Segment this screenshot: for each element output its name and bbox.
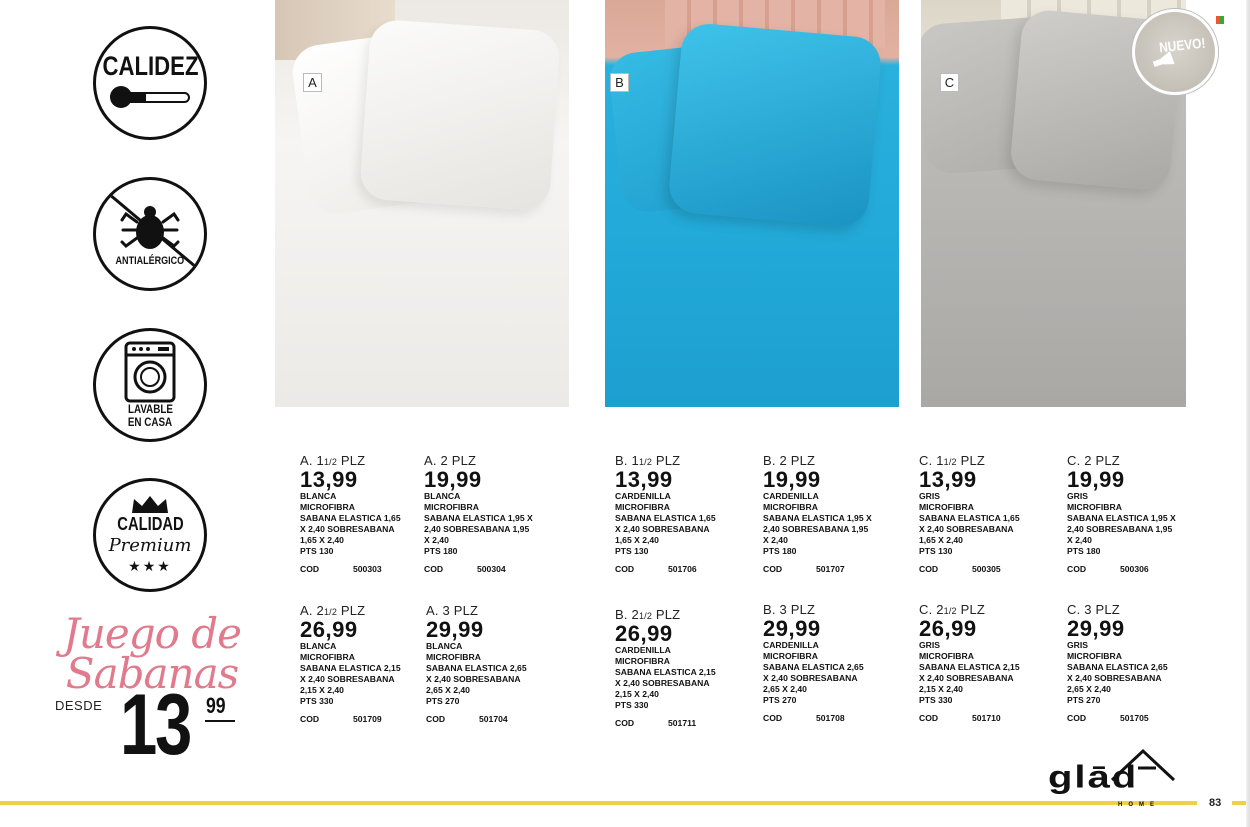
product-desc-line: PTS 180 [763, 545, 797, 556]
product-desc-line: CARDENILLA [615, 491, 671, 501]
photo-blue-sheets [605, 0, 899, 407]
product-price: 29,99 [426, 617, 484, 642]
from-price-cents: 99 [206, 693, 226, 718]
photo-label-b: B [610, 73, 629, 92]
product-desc-line: PTS 180 [1067, 545, 1101, 556]
product-desc-line: SABANA ELASTICA 1,95 X [1067, 512, 1176, 523]
product-desc-line: 2,65 X 2,40 [1067, 683, 1111, 694]
footer-divider-right [1232, 801, 1246, 805]
product-desc-line: SABANA ELASTICA 2,15 [300, 662, 401, 673]
product-desc-line: 2,40 SOBRESABANA 1,95 [763, 523, 869, 534]
product-desc-line: X 2,40 [1067, 534, 1092, 545]
nuevo-label: NUEVO! [1158, 34, 1206, 56]
product-card [919, 602, 1059, 725]
product-code-row [426, 714, 566, 726]
code-value: 500306 [1120, 564, 1149, 575]
crown-icon [130, 495, 170, 515]
lavable-label-1: LAVABLE [127, 402, 173, 417]
product-desc-line: X 2,40 SOBRESABANA [919, 523, 1014, 534]
product-desc-line: 2,15 X 2,40 [919, 683, 963, 694]
product-desc-line: X 2,40 SOBRESABANA [615, 677, 710, 688]
code-value: 501706 [668, 564, 697, 575]
product-desc-line: PTS 180 [424, 545, 458, 556]
color-dot-icon [1216, 16, 1224, 24]
product-desc-line: X 2,40 [424, 534, 449, 545]
code-label: COD [300, 564, 320, 575]
product-desc-line: 1,65 X 2,40 [919, 534, 963, 545]
product-desc-line: GRIS [1067, 640, 1089, 650]
product-name: C. 11/2 PLZ [919, 453, 986, 468]
product-code-row [300, 564, 440, 576]
product-desc-line: MICROFIBRA [919, 501, 974, 512]
product-code-row [1067, 564, 1207, 576]
code-label: COD [300, 714, 320, 725]
product-desc-line: 2,65 X 2,40 [426, 684, 470, 695]
product-desc-line: PTS 270 [763, 694, 797, 705]
product-price: 26,99 [615, 621, 673, 646]
product-desc-line: X 2,40 SOBRESABANA [1067, 672, 1162, 683]
product-desc-line: SABANA ELASTICA 1,95 X [424, 512, 533, 523]
washing-machine-icon [124, 341, 176, 403]
calidez-label: CALIDEZ [102, 50, 198, 81]
product-desc-line: X 2,40 [763, 534, 788, 545]
product-name: C. 3 PLZ [1067, 602, 1120, 617]
product-code-row [615, 564, 755, 576]
product-price: 13,99 [615, 467, 673, 492]
product-price: 26,99 [300, 617, 358, 642]
product-desc-line: BLANCA [300, 491, 337, 501]
product-desc-line: SABANA ELASTICA 2,65 [426, 662, 527, 673]
product-desc-line: PTS 270 [1067, 694, 1101, 705]
title-line-1: Juego de [62, 609, 241, 658]
product-price: 19,99 [424, 467, 482, 492]
product-desc-line: MICROFIBRA [1067, 650, 1122, 661]
product-price: 13,99 [919, 467, 977, 492]
product-desc-line: 2,65 X 2,40 [763, 683, 807, 694]
code-value: 501710 [972, 713, 1001, 724]
page-edge [1246, 0, 1250, 827]
product-desc-line: GRIS [919, 491, 941, 501]
product-desc-line: MICROFIBRA [1067, 501, 1122, 512]
product-desc-line: 2,40 SOBRESABANA 1,95 [1067, 523, 1173, 534]
code-value: 501711 [668, 718, 697, 729]
product-card [300, 603, 440, 726]
calidad-badge [93, 478, 207, 592]
product-desc-line: SABANA ELASTICA 1,65 [919, 512, 1020, 523]
product-desc-line: X 2,40 SOBRESABANA [300, 523, 395, 534]
code-value: 500304 [477, 564, 506, 575]
antialergico-label: ANTIALÉRGICO [115, 255, 185, 268]
product-desc-line: MICROFIBRA [424, 501, 479, 512]
code-value: 500303 [353, 564, 382, 575]
product-desc-line: BLANCA [426, 641, 463, 651]
product-card [1067, 453, 1207, 576]
product-name: A. 2 PLZ [424, 453, 477, 468]
product-desc-line: 1,65 X 2,40 [615, 534, 659, 545]
product-desc-line: PTS 330 [615, 699, 649, 710]
brand-home: HOME [1118, 802, 1160, 808]
product-desc-line: GRIS [919, 640, 941, 650]
code-label: COD [1067, 713, 1087, 724]
code-value: 501704 [479, 714, 508, 725]
product-desc-line: BLANCA [424, 491, 461, 501]
desde-label: DESDE [55, 698, 103, 713]
premium-label: Premium [108, 535, 192, 557]
product-name: C. 21/2 PLZ [919, 602, 986, 617]
title-line-2: Sabanas [65, 649, 239, 698]
product-name: B. 21/2 PLZ [615, 607, 681, 622]
code-value: 501708 [816, 713, 845, 724]
product-desc-line: X 2,40 SOBRESABANA [426, 673, 521, 684]
product-code-row [763, 713, 903, 725]
cents-underline [205, 720, 235, 722]
photo-label-c: C [940, 73, 959, 92]
code-label: COD [763, 713, 783, 724]
product-desc-line: MICROFIBRA [919, 650, 974, 661]
product-name: B. 11/2 PLZ [615, 453, 681, 468]
product-desc-line: PTS 130 [300, 545, 334, 556]
product-desc-line: 2,40 SOBRESABANA 1,95 [424, 523, 530, 534]
product-card [426, 603, 566, 726]
code-value: 500305 [972, 564, 1001, 575]
code-value: 501709 [353, 714, 382, 725]
product-code-row [615, 718, 755, 730]
from-price: 13 [120, 677, 190, 773]
product-code-row [424, 564, 564, 576]
thermometer-icon [110, 86, 190, 108]
product-name: C. 2 PLZ [1067, 453, 1120, 468]
product-desc-line: X 2,40 SOBRESABANA [615, 523, 710, 534]
product-desc-line: PTS 130 [919, 545, 953, 556]
product-price: 26,99 [919, 616, 977, 641]
product-desc-line: PTS 330 [919, 694, 953, 705]
product-code-row [919, 713, 1059, 725]
code-label: COD [763, 564, 783, 575]
code-label: COD [615, 718, 635, 729]
code-label: COD [919, 713, 939, 724]
product-desc-line: SABANA ELASTICA 2,65 [763, 661, 864, 672]
product-code-row [1067, 713, 1207, 725]
product-desc-line: SABANA ELASTICA 2,15 [615, 666, 716, 677]
product-desc-line: CARDENILLA [615, 645, 671, 655]
product-desc-line: MICROFIBRA [763, 650, 818, 661]
brand-name: glād [1048, 760, 1139, 795]
product-desc-line: MICROFIBRA [426, 651, 481, 662]
product-price: 29,99 [763, 616, 821, 641]
product-card [615, 607, 755, 730]
product-name: A. 21/2 PLZ [300, 603, 366, 618]
code-value: 501707 [816, 564, 845, 575]
product-desc-line: CARDENILLA [763, 491, 819, 501]
product-desc-line: X 2,40 SOBRESABANA [763, 672, 858, 683]
product-desc-line: X 2,40 SOBRESABANA [919, 672, 1014, 683]
product-name: B. 2 PLZ [763, 453, 816, 468]
lavable-label-2: EN CASA [127, 415, 173, 429]
product-price: 29,99 [1067, 616, 1125, 641]
product-desc-line: MICROFIBRA [763, 501, 818, 512]
product-code-row [919, 564, 1059, 576]
product-card [615, 453, 755, 576]
product-desc-line: PTS 270 [426, 695, 460, 706]
product-desc-line: MICROFIBRA [300, 651, 355, 662]
product-desc-line: X 2,40 SOBRESABANA [300, 673, 395, 684]
product-card [763, 453, 903, 576]
product-desc-line: MICROFIBRA [615, 501, 670, 512]
product-code-row [300, 714, 440, 726]
product-desc-line: MICROFIBRA [300, 501, 355, 512]
code-label: COD [615, 564, 635, 575]
product-desc-line: GRIS [1067, 491, 1089, 501]
product-name: B. 3 PLZ [763, 602, 816, 617]
code-value: 501705 [1120, 713, 1149, 724]
product-card [424, 453, 564, 576]
brand-logo [1048, 748, 1178, 808]
product-code-row [763, 564, 903, 576]
product-desc-line: 2,15 X 2,40 [300, 684, 344, 695]
product-price: 13,99 [300, 467, 358, 492]
product-desc-line: BLANCA [300, 641, 337, 651]
product-desc-line: PTS 130 [615, 545, 649, 556]
product-name: A. 11/2 PLZ [300, 453, 366, 468]
page-number: 83 [1209, 797, 1222, 809]
product-desc-line: SABANA ELASTICA 1,65 [300, 512, 401, 523]
product-card [300, 453, 440, 576]
product-desc-line: PTS 330 [300, 695, 334, 706]
photo-label-a: A [303, 73, 322, 92]
product-name: A. 3 PLZ [426, 603, 479, 618]
photo-white-sheets [275, 0, 569, 407]
product-desc-line: SABANA ELASTICA 2,15 [919, 661, 1020, 672]
product-card [919, 453, 1059, 576]
code-label: COD [1067, 564, 1087, 575]
stars-icon: ★★★ [128, 558, 172, 575]
code-label: COD [426, 714, 446, 725]
calidez-badge [93, 26, 207, 140]
product-card [763, 602, 903, 725]
product-price: 19,99 [763, 467, 821, 492]
product-desc-line: SABANA ELASTICA 2,65 [1067, 661, 1168, 672]
footer-divider [0, 801, 1197, 805]
product-desc-line: MICROFIBRA [615, 655, 670, 666]
product-desc-line: SABANA ELASTICA 1,95 X [763, 512, 872, 523]
code-label: COD [919, 564, 939, 575]
lavable-badge [93, 328, 207, 442]
product-card [1067, 602, 1207, 725]
code-label: COD [424, 564, 444, 575]
product-desc-line: CARDENILLA [763, 640, 819, 650]
product-desc-line: 1,65 X 2,40 [300, 534, 344, 545]
product-desc-line: SABANA ELASTICA 1,65 [615, 512, 716, 523]
product-desc-line: 2,15 X 2,40 [615, 688, 659, 699]
nuevo-badge [1132, 9, 1218, 95]
product-price: 19,99 [1067, 467, 1125, 492]
antialergico-badge [93, 177, 207, 291]
calidad-label: CALIDAD [116, 513, 184, 534]
